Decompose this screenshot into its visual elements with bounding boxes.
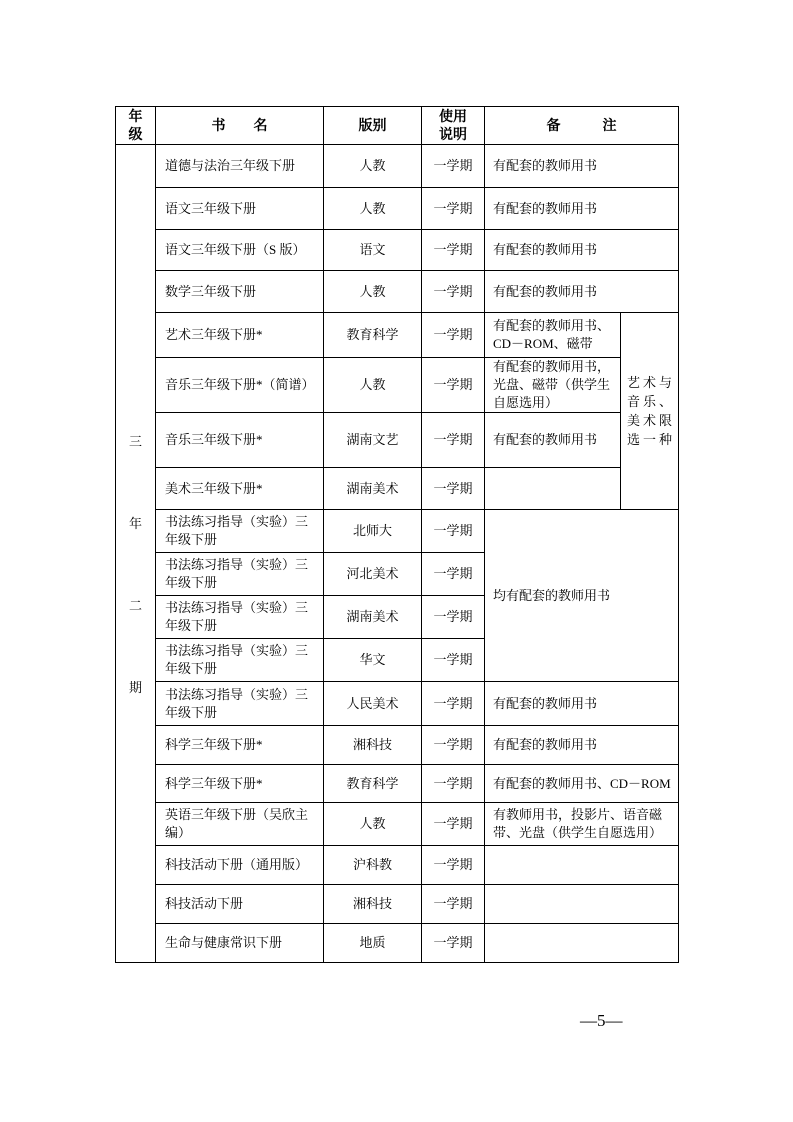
remarks-cell: 有配套的教师用书，光盘、磁带（供学生自愿选用） — [485, 358, 621, 413]
book-title-cell: 科技活动下册（通用版） — [156, 846, 324, 885]
book-title-cell: 音乐三年级下册*（简谱） — [156, 358, 324, 413]
table-row — [116, 188, 679, 230]
book-title-cell: 科技活动下册 — [156, 885, 324, 924]
table-row — [116, 313, 679, 358]
usage-cell: 一学期 — [422, 413, 485, 468]
edition-cell: 人教 — [324, 803, 422, 846]
table-row — [116, 145, 679, 188]
edition-cell: 地质 — [324, 924, 422, 963]
book-title-cell: 音乐三年级下册* — [156, 413, 324, 468]
remarks-cell: 有配套的教师用书、CD－ROM — [485, 765, 679, 803]
edition-cell: 北师大 — [324, 510, 422, 553]
book-title-cell: 道德与法治三年级下册 — [156, 145, 324, 188]
usage-cell: 一学期 — [422, 885, 485, 924]
book-title-cell: 书法练习指导（实验）三年级下册 — [156, 553, 324, 596]
remarks-cell-empty — [485, 846, 679, 885]
edition-cell: 沪科教 — [324, 846, 422, 885]
edition-cell: 教育科学 — [324, 313, 422, 358]
table-row — [116, 468, 679, 510]
edition-cell: 人教 — [324, 358, 422, 413]
edition-cell: 湘科技 — [324, 885, 422, 924]
book-title-cell: 艺术三年级下册* — [156, 313, 324, 358]
edition-header: 版别 — [324, 107, 422, 145]
edition-cell: 湖南美术 — [324, 596, 422, 639]
remarks-cell: 有配套的教师用书 — [485, 145, 679, 188]
book-title-cell: 英语三年级下册（吴欣主编） — [156, 803, 324, 846]
remarks-cell-empty — [485, 924, 679, 963]
usage-cell: 一学期 — [422, 639, 485, 682]
usage-cell: 一学期 — [422, 596, 485, 639]
art-music-choice-note: 艺术与音乐、美术限选一种 — [621, 313, 679, 510]
table-row — [116, 765, 679, 803]
usage-cell: 一学期 — [422, 765, 485, 803]
usage-cell: 一学期 — [422, 803, 485, 846]
remarks-header: 备 注 — [485, 107, 679, 145]
grade-label: 三年二期 — [128, 434, 142, 695]
book-title-cell: 书法练习指导（实验）三年级下册 — [156, 639, 324, 682]
grade-header-label: 年级 — [128, 108, 143, 143]
usage-cell: 一学期 — [422, 468, 485, 510]
edition-cell: 华文 — [324, 639, 422, 682]
page-number: —5— — [580, 1011, 623, 1030]
book-title-cell: 书法练习指导（实验）三年级下册 — [156, 682, 324, 726]
usage-header — [422, 107, 485, 145]
edition-cell: 语文 — [324, 230, 422, 271]
remarks-cell: 有配套的教师用书 — [485, 726, 679, 765]
usage-header-label: 使用说明 — [439, 108, 467, 143]
usage-cell: 一学期 — [422, 553, 485, 596]
edition-cell: 河北美术 — [324, 553, 422, 596]
table-row — [116, 682, 679, 726]
edition-cell: 人教 — [324, 145, 422, 188]
usage-cell: 一学期 — [422, 510, 485, 553]
title-header: 书 名 — [156, 107, 324, 145]
remarks-cell: 有配套的教师用书 — [485, 413, 621, 468]
book-title-cell: 语文三年级下册（S 版） — [156, 230, 324, 271]
usage-cell: 一学期 — [422, 682, 485, 726]
remarks-cell: 有配套的教师用书 — [485, 271, 679, 313]
remarks-cell: 有教师用书，投影片、语音磁带、光盘（供学生自愿选用） — [485, 803, 679, 846]
edition-cell: 人教 — [324, 271, 422, 313]
table-row — [116, 271, 679, 313]
table-row — [116, 924, 679, 963]
book-title-cell: 美术三年级下册* — [156, 468, 324, 510]
edition-cell: 湘科技 — [324, 726, 422, 765]
usage-cell: 一学期 — [422, 188, 485, 230]
grade-header — [116, 107, 156, 145]
usage-cell: 一学期 — [422, 726, 485, 765]
table-row — [116, 358, 679, 413]
remarks-cell: 有配套的教师用书 — [485, 682, 679, 726]
usage-cell: 一学期 — [422, 846, 485, 885]
table-row — [116, 726, 679, 765]
textbook-table — [115, 106, 679, 963]
edition-cell: 教育科学 — [324, 765, 422, 803]
book-title-cell: 科学三年级下册* — [156, 726, 324, 765]
usage-cell: 一学期 — [422, 358, 485, 413]
book-title-cell: 数学三年级下册 — [156, 271, 324, 313]
edition-cell: 湖南美术 — [324, 468, 422, 510]
book-title-cell: 书法练习指导（实验）三年级下册 — [156, 510, 324, 553]
book-title-cell: 科学三年级下册* — [156, 765, 324, 803]
header-row — [116, 107, 679, 145]
book-title-cell: 书法练习指导（实验）三年级下册 — [156, 596, 324, 639]
table-row — [116, 885, 679, 924]
usage-cell: 一学期 — [422, 924, 485, 963]
remarks-cell: 有配套的教师用书、CD－ROM、磁带 — [485, 313, 621, 358]
edition-cell: 湖南文艺 — [324, 413, 422, 468]
grade-cell — [116, 145, 156, 963]
usage-cell: 一学期 — [422, 271, 485, 313]
table-row — [116, 803, 679, 846]
table-row — [116, 846, 679, 885]
edition-cell: 人民美术 — [324, 682, 422, 726]
remarks-cell: 有配套的教师用书 — [485, 188, 679, 230]
table-row — [116, 510, 679, 553]
remarks-cell-empty — [485, 885, 679, 924]
usage-cell: 一学期 — [422, 313, 485, 358]
edition-cell: 人教 — [324, 188, 422, 230]
remarks-cell: 有配套的教师用书 — [485, 230, 679, 271]
remarks-cell-empty — [485, 468, 621, 510]
calligraphy-remarks-cell: 均有配套的教师用书 — [485, 510, 679, 682]
usage-cell: 一学期 — [422, 230, 485, 271]
usage-cell: 一学期 — [422, 145, 485, 188]
book-title-cell: 生命与健康常识下册 — [156, 924, 324, 963]
table-row — [116, 413, 679, 468]
book-title-cell: 语文三年级下册 — [156, 188, 324, 230]
table-row — [116, 230, 679, 271]
